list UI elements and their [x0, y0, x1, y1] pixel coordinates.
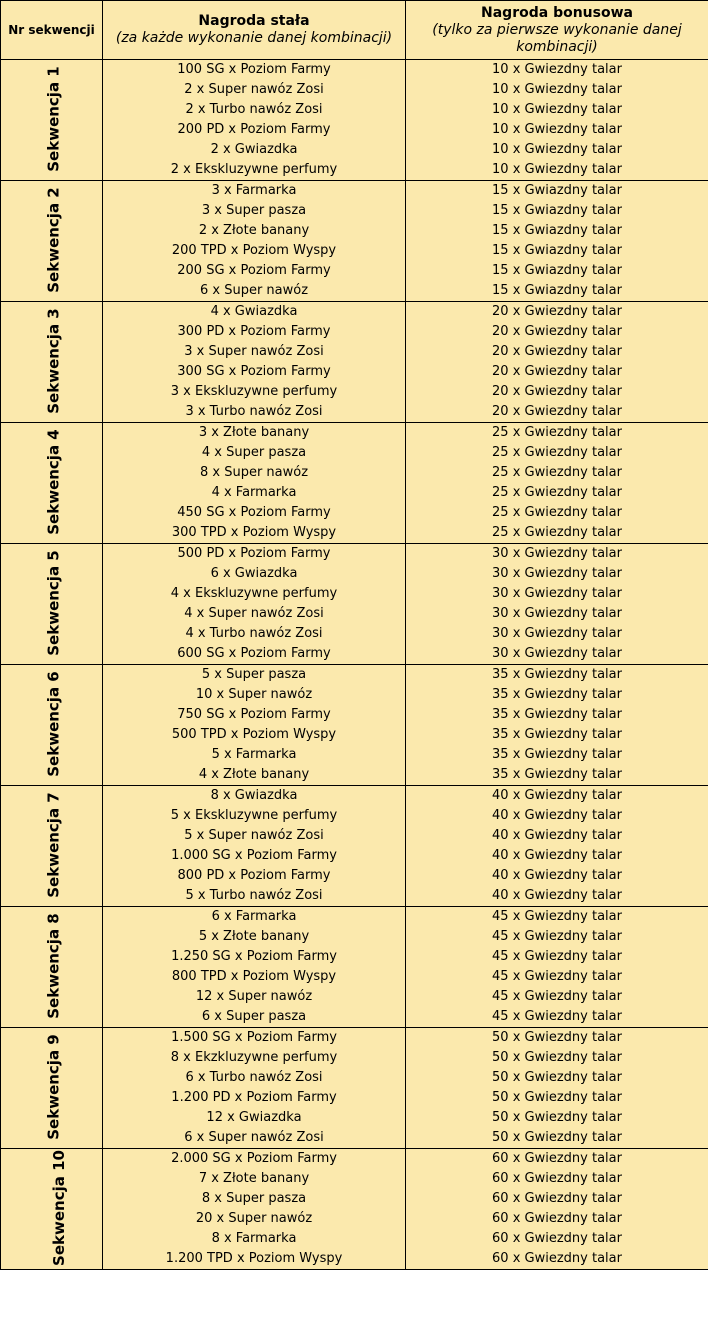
fixed-reward-cell: 1.200 PD x Poziom Farmy — [103, 1088, 406, 1108]
bonus-reward-cell: 20 x Gwiezdny talar — [406, 322, 708, 342]
table-row — [1, 705, 708, 725]
bonus-reward-cell: 30 x Gwiezdny talar — [406, 644, 708, 665]
fixed-reward-cell: 1.000 SG x Poziom Farmy — [103, 846, 406, 866]
table-row — [1, 120, 708, 140]
bonus-reward-cell: 10 x Gwiezdny talar — [406, 160, 708, 181]
fixed-reward-cell: 600 SG x Poziom Farmy — [103, 644, 406, 665]
bonus-reward-cell: 15 x Gwiazdny talar — [406, 201, 708, 221]
bonus-reward-cell: 50 x Gwiezdny talar — [406, 1048, 708, 1068]
sequence-label-cell — [1, 1149, 103, 1270]
fixed-reward-cell: 500 TPD x Poziom Wyspy — [103, 725, 406, 745]
sequence-label: Sekwencja 2 — [44, 187, 63, 293]
sequence-label-cell — [1, 544, 103, 665]
table-row — [1, 1108, 708, 1128]
bonus-reward-cell: 25 x Gwiezdny talar — [406, 483, 708, 503]
table-row — [1, 564, 708, 584]
sequence-label-cell — [1, 60, 103, 181]
fixed-reward-cell: 6 x Turbo nawóz Zosi — [103, 1068, 406, 1088]
bonus-reward-cell: 25 x Gwiezdny talar — [406, 443, 708, 463]
fixed-reward-cell: 5 x Super pasza — [103, 665, 406, 686]
fixed-reward-cell: 5 x Super nawóz Zosi — [103, 826, 406, 846]
header-fixed-reward-title: Nagroda stała — [198, 13, 310, 29]
fixed-reward-cell: 2 x Super nawóz Zosi — [103, 80, 406, 100]
fixed-reward-cell: 200 SG x Poziom Farmy — [103, 261, 406, 281]
fixed-reward-cell: 500 PD x Poziom Farmy — [103, 544, 406, 565]
table-row — [1, 987, 708, 1007]
header-bonus-reward — [406, 1, 708, 60]
table-row — [1, 1088, 708, 1108]
table-row — [1, 644, 708, 665]
bonus-reward-cell: 25 x Gwiezdny talar — [406, 423, 708, 444]
table-row — [1, 1169, 708, 1189]
table-row — [1, 886, 708, 907]
table-row — [1, 745, 708, 765]
table-row — [1, 866, 708, 886]
table-row — [1, 503, 708, 523]
table-row — [1, 1028, 708, 1049]
sequence-label: Sekwencja 7 — [44, 792, 63, 898]
sequence-label: Sekwencja 9 — [44, 1034, 63, 1140]
bonus-reward-cell: 50 x Gwiezdny talar — [406, 1028, 708, 1049]
table-row — [1, 60, 708, 81]
fixed-reward-cell: 5 x Farmarka — [103, 745, 406, 765]
sequence-label: Sekwencja 3 — [44, 308, 63, 414]
fixed-reward-cell: 750 SG x Poziom Farmy — [103, 705, 406, 725]
bonus-reward-cell: 50 x Gwiezdny talar — [406, 1108, 708, 1128]
sequence-label: Sekwencja 6 — [44, 671, 63, 777]
sequence-label: Sekwencja 4 — [44, 429, 63, 535]
bonus-reward-cell: 35 x Gwiezdny talar — [406, 765, 708, 786]
header-fixed-reward — [103, 1, 406, 60]
header-bonus-reward-title: Nagroda bonusowa — [481, 4, 633, 21]
bonus-reward-cell: 45 x Gwiezdny talar — [406, 907, 708, 928]
sequence-label: Sekwencja 10 — [49, 1150, 68, 1266]
table-row — [1, 1189, 708, 1209]
header-row — [1, 1, 708, 60]
table-row — [1, 463, 708, 483]
table-row — [1, 80, 708, 100]
fixed-reward-cell: 3 x Turbo nawóz Zosi — [103, 402, 406, 423]
bonus-reward-cell: 40 x Gwiezdny talar — [406, 846, 708, 866]
fixed-reward-cell: 6 x Farmarka — [103, 907, 406, 928]
fixed-reward-cell: 5 x Złote banany — [103, 927, 406, 947]
fixed-reward-cell: 20 x Super nawóz — [103, 1209, 406, 1229]
sequence-label-cell — [1, 423, 103, 544]
bonus-reward-cell: 25 x Gwiezdny talar — [406, 503, 708, 523]
fixed-reward-cell: 3 x Ekskluzywne perfumy — [103, 382, 406, 402]
bonus-reward-cell: 10 x Gwiezdny talar — [406, 120, 708, 140]
bonus-reward-cell: 20 x Gwiezdny talar — [406, 342, 708, 362]
bonus-reward-cell: 60 x Gwiezdny talar — [406, 1209, 708, 1229]
table-row — [1, 1007, 708, 1028]
bonus-reward-cell: 10 x Gwiezdny talar — [406, 140, 708, 160]
fixed-reward-cell: 2 x Ekskluzywne perfumy — [103, 160, 406, 181]
sequence-label-cell — [1, 1028, 103, 1149]
table-row — [1, 826, 708, 846]
fixed-reward-cell: 3 x Super nawóz Zosi — [103, 342, 406, 362]
fixed-reward-cell: 6 x Super nawóz Zosi — [103, 1128, 406, 1149]
fixed-reward-cell: 12 x Super nawóz — [103, 987, 406, 1007]
fixed-reward-cell: 200 TPD x Poziom Wyspy — [103, 241, 406, 261]
table-row — [1, 302, 708, 323]
bonus-reward-cell: 25 x Gwiezdny talar — [406, 523, 708, 544]
table-row — [1, 1209, 708, 1229]
bonus-reward-cell: 15 x Gwiazdny talar — [406, 261, 708, 281]
bonus-reward-cell: 60 x Gwiezdny talar — [406, 1249, 708, 1270]
bonus-reward-cell: 35 x Gwiezdny talar — [406, 725, 708, 745]
bonus-reward-cell: 30 x Gwiezdny talar — [406, 544, 708, 565]
fixed-reward-cell: 4 x Gwiazdka — [103, 302, 406, 323]
sequence-label: Sekwencja 8 — [44, 913, 63, 1019]
bonus-reward-cell: 10 x Gwiezdny talar — [406, 60, 708, 81]
fixed-reward-cell: 800 TPD x Poziom Wyspy — [103, 967, 406, 987]
bonus-reward-cell: 30 x Gwiezdny talar — [406, 624, 708, 644]
fixed-reward-cell: 200 PD x Poziom Farmy — [103, 120, 406, 140]
bonus-reward-cell: 10 x Gwiezdny talar — [406, 80, 708, 100]
bonus-reward-cell: 40 x Gwiezdny talar — [406, 866, 708, 886]
fixed-reward-cell: 10 x Super nawóz — [103, 685, 406, 705]
table-row — [1, 1149, 708, 1170]
table-row — [1, 322, 708, 342]
table-row — [1, 362, 708, 382]
bonus-reward-cell: 60 x Gwiezdny talar — [406, 1189, 708, 1209]
table-row — [1, 221, 708, 241]
fixed-reward-cell: 12 x Gwiazdka — [103, 1108, 406, 1128]
fixed-reward-cell: 7 x Złote banany — [103, 1169, 406, 1189]
table-row — [1, 100, 708, 120]
sequence-label-cell — [1, 907, 103, 1028]
bonus-reward-cell: 20 x Gwiezdny talar — [406, 362, 708, 382]
fixed-reward-cell: 6 x Super pasza — [103, 1007, 406, 1028]
bonus-reward-cell: 45 x Gwiezdny talar — [406, 947, 708, 967]
table-row — [1, 201, 708, 221]
table-row — [1, 140, 708, 160]
table-row — [1, 1128, 708, 1149]
bonus-reward-cell: 35 x Gwiezdny talar — [406, 665, 708, 686]
fixed-reward-cell: 3 x Super pasza — [103, 201, 406, 221]
table-row — [1, 1249, 708, 1270]
table-row — [1, 382, 708, 402]
fixed-reward-cell: 5 x Turbo nawóz Zosi — [103, 886, 406, 907]
table-row — [1, 967, 708, 987]
sequence-label: Sekwencja 1 — [44, 66, 63, 172]
table-row — [1, 423, 708, 444]
header-sequence-number: Nr sekwencji — [1, 1, 103, 60]
fixed-reward-cell: 3 x Farmarka — [103, 181, 406, 202]
fixed-reward-cell: 5 x Ekskluzywne perfumy — [103, 806, 406, 826]
fixed-reward-cell: 4 x Super pasza — [103, 443, 406, 463]
table-row — [1, 402, 708, 423]
bonus-reward-cell: 15 x Gwiazdny talar — [406, 241, 708, 261]
table-row — [1, 927, 708, 947]
table-row — [1, 342, 708, 362]
bonus-reward-cell: 35 x Gwiezdny talar — [406, 745, 708, 765]
bonus-reward-cell: 50 x Gwiezdny talar — [406, 1088, 708, 1108]
table-row — [1, 624, 708, 644]
fixed-reward-cell: 4 x Turbo nawóz Zosi — [103, 624, 406, 644]
table-row — [1, 947, 708, 967]
fixed-reward-cell: 2 x Złote banany — [103, 221, 406, 241]
sequence-label-cell — [1, 181, 103, 302]
fixed-reward-cell: 8 x Gwiazdka — [103, 786, 406, 807]
bonus-reward-cell: 15 x Gwiazdny talar — [406, 281, 708, 302]
table-row — [1, 786, 708, 807]
table-row — [1, 1229, 708, 1249]
fixed-reward-cell: 300 TPD x Poziom Wyspy — [103, 523, 406, 544]
fixed-reward-cell: 2 x Gwiazdka — [103, 140, 406, 160]
sequence-label-cell — [1, 665, 103, 786]
bonus-reward-cell: 20 x Gwiezdny talar — [406, 382, 708, 402]
table-row — [1, 544, 708, 565]
bonus-reward-cell: 15 x Gwiazdny talar — [406, 221, 708, 241]
fixed-reward-cell: 3 x Złote banany — [103, 423, 406, 444]
table-row — [1, 806, 708, 826]
fixed-reward-cell: 300 PD x Poziom Farmy — [103, 322, 406, 342]
fixed-reward-cell: 1.200 TPD x Poziom Wyspy — [103, 1249, 406, 1270]
fixed-reward-cell: 2 x Turbo nawóz Zosi — [103, 100, 406, 120]
sequence-label: Sekwencja 5 — [44, 550, 63, 656]
sequence-label-cell — [1, 302, 103, 423]
table-row — [1, 907, 708, 928]
fixed-reward-cell: 1.250 SG x Poziom Farmy — [103, 947, 406, 967]
fixed-reward-cell: 2.000 SG x Poziom Farmy — [103, 1149, 406, 1170]
table-row — [1, 241, 708, 261]
table-row — [1, 523, 708, 544]
fixed-reward-cell: 8 x Ekzkluzywne perfumy — [103, 1048, 406, 1068]
bonus-reward-cell: 50 x Gwiezdny talar — [406, 1128, 708, 1149]
header-fixed-reward-subtitle: (za każde wykonanie danej kombinacji) — [115, 30, 393, 46]
table-row — [1, 604, 708, 624]
bonus-reward-cell: 60 x Gwiezdny talar — [406, 1169, 708, 1189]
table-row — [1, 443, 708, 463]
table-row — [1, 765, 708, 786]
table-row — [1, 1048, 708, 1068]
bonus-reward-cell: 35 x Gwiezdny talar — [406, 685, 708, 705]
bonus-reward-cell: 40 x Gwiezdny talar — [406, 806, 708, 826]
fixed-reward-cell: 300 SG x Poziom Farmy — [103, 362, 406, 382]
bonus-reward-cell: 45 x Gwiezdny talar — [406, 927, 708, 947]
fixed-reward-cell: 8 x Super nawóz — [103, 463, 406, 483]
fixed-reward-cell: 8 x Farmarka — [103, 1229, 406, 1249]
fixed-reward-cell: 6 x Super nawóz — [103, 281, 406, 302]
table-row — [1, 665, 708, 686]
fixed-reward-cell: 6 x Gwiazdka — [103, 564, 406, 584]
table-row — [1, 725, 708, 745]
table-row — [1, 1068, 708, 1088]
fixed-reward-cell: 4 x Farmarka — [103, 483, 406, 503]
bonus-reward-cell: 50 x Gwiezdny talar — [406, 1068, 708, 1088]
header-bonus-reward-subtitle: (tylko za pierwsze wykonanie danej kombinacji) — [432, 21, 682, 55]
fixed-reward-cell: 4 x Super nawóz Zosi — [103, 604, 406, 624]
fixed-reward-cell: 4 x Złote banany — [103, 765, 406, 786]
fixed-reward-cell: 450 SG x Poziom Farmy — [103, 503, 406, 523]
fixed-reward-cell: 800 PD x Poziom Farmy — [103, 866, 406, 886]
bonus-reward-cell: 45 x Gwiezdny talar — [406, 987, 708, 1007]
table-row — [1, 181, 708, 202]
bonus-reward-cell: 35 x Gwiezdny talar — [406, 705, 708, 725]
table-row — [1, 584, 708, 604]
fixed-reward-cell: 100 SG x Poziom Farmy — [103, 60, 406, 81]
bonus-reward-cell: 30 x Gwiezdny talar — [406, 584, 708, 604]
table-row — [1, 483, 708, 503]
bonus-reward-cell: 60 x Gwiezdny talar — [406, 1149, 708, 1170]
sequence-label-cell — [1, 786, 103, 907]
table-row — [1, 160, 708, 181]
bonus-reward-cell: 60 x Gwiezdny talar — [406, 1229, 708, 1249]
fixed-reward-cell: 1.500 SG x Poziom Farmy — [103, 1028, 406, 1049]
bonus-reward-cell: 20 x Gwiezdny talar — [406, 302, 708, 323]
table-row — [1, 281, 708, 302]
table-row — [1, 846, 708, 866]
bonus-reward-cell: 40 x Gwiezdny talar — [406, 886, 708, 907]
bonus-reward-cell: 15 x Gwiazdny talar — [406, 181, 708, 202]
table-row — [1, 685, 708, 705]
bonus-reward-cell: 20 x Gwiezdny talar — [406, 402, 708, 423]
bonus-reward-cell: 40 x Gwiezdny talar — [406, 826, 708, 846]
bonus-reward-cell: 45 x Gwiezdny talar — [406, 967, 708, 987]
bonus-reward-cell: 10 x Gwiezdny talar — [406, 100, 708, 120]
fixed-reward-cell: 4 x Ekskluzywne perfumy — [103, 584, 406, 604]
bonus-reward-cell: 40 x Gwiezdny talar — [406, 786, 708, 807]
table-row — [1, 261, 708, 281]
bonus-reward-cell: 30 x Gwiezdny talar — [406, 564, 708, 584]
bonus-reward-cell: 30 x Gwiezdny talar — [406, 604, 708, 624]
fixed-reward-cell: 8 x Super pasza — [103, 1189, 406, 1209]
bonus-reward-cell: 45 x Gwiezdny talar — [406, 1007, 708, 1028]
bonus-reward-cell: 25 x Gwiezdny talar — [406, 463, 708, 483]
